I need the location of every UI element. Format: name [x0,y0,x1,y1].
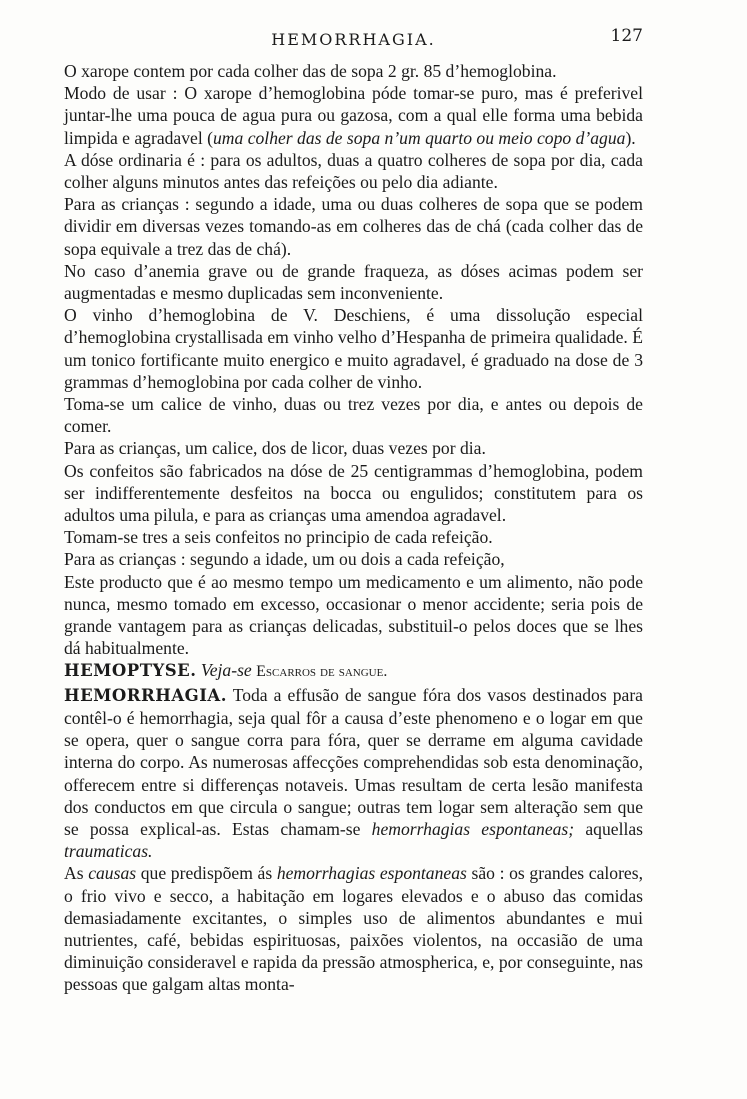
entry-hemorrhagia [64,684,643,863]
paragraph-italic: hemorrhagias espontaneas [276,863,467,884]
cross-reference: Escarros de sangue. [256,663,388,681]
paragraph-text: são : os grandes calores, o frio vivo e secco, a habitação em logares elevados e o abuso das comidas demasiadamente excitantes, o simples uso de alimentos abundantes e mui nutrientes, café, bebidas espirituosas, paixões violentos, na occasião de uma diminuição consideravel e rapida da pressão atmospherica, e, por conseguinte, nas pessoas que galgam altas monta- [64,863,643,995]
paragraph-text: que predispõem ás [136,863,277,884]
paragraph-text: As [64,863,89,884]
paragraph: Para as crianças : segundo a idade, um ou dois a cada refeição, [64,549,505,570]
paragraph [64,82,643,149]
paragraph: Os confeitos são fabricados na dóse de 25 centigrammas d’hemoglobina, podem ser indifferentemente desfeitos na bocca ou engulidos; constitutem para os adultos uma pilula, e para as crianças uma amendoa agradavel. [64,460,643,526]
paragraph: No caso d’anemia grave ou de grande fraqueza, as dóses acimas podem ser augmentadas e mesmo duplicadas sem inconveniente. [64,260,643,304]
paragraph-text: Modo de usar : O xarope d’hemoglobina póde tomar-se puro, mas é preferivel juntar-lhe uma pouca de agua pura ou gazosa, com a qual elle forma uma bebida limpida e agradavel ( [64,83,643,148]
entry-term: HEMORRHAGIA. [64,685,227,705]
paragraph-italic: uma colher das de sopa n’um quarto ou meio copo d’agua [213,127,626,148]
paragraph: Este producto que é ao mesmo tempo um medicamento e um alimento, não pode nunca, mesmo tomado em excesso, occasionar o menor accidente; seria pois de grande vantagem para as crianças delicadas, substituil-o pelos doces que se lhes dá habitualmente. [64,571,643,659]
paragraph-italic: hemorrhagias espontaneas; [371,818,575,839]
paragraph-text: Toda a effusão de sangue fóra dos vasos destinados para contêl-o é hemorrhagia, seja qual fôr a causa d’este phenomeno e o logar em que se opera, quer o sangue corra para fóra, quer se derrame em alguma cavidade interna do corpo. As numerosas affecções comprehendidas sob esta denominação, offerecem entre si differenças notaveis. Umas resultam de certa lesão manifesta dos conductos em que circula o sangue; outras tem logar sem alteração sem que se possa explical-as. Estas chamam-se [64,684,643,839]
paragraph: O vinho d’hemoglobina de V. Deschiens, é uma dissolução especial d’hemoglobina crystallisada em vinho velho d’Hespanha de primeira qualidade. É um tonico fortificante muito energico e muito agradavel, é graduado na dose de 3 grammas d’hemoglobina por cada colher de vinho. [64,305,643,392]
paragraph-text: ). [625,127,636,148]
paragraph: O xarope contem por cada colher das de sopa 2 gr. 85 d’hemoglobina. [64,61,557,81]
body-text [64,60,643,996]
paragraph-italic: causas [88,863,137,884]
running-title: HEMORRHAGIA. [271,30,436,49]
paragraph-text: aquellas [574,818,643,839]
paragraph: Tomam-se tres a seis confeitos no principio de cada refeição. [64,527,493,548]
paragraph: Para as crianças, um calice, dos de licor, duas vezes por dia. [64,438,486,459]
paragraph [64,862,643,995]
entry-term: HEMOPTYSE. [64,661,197,681]
page-number: 127 [610,26,643,46]
paragraph: A dóse ordinaria é : para os adultos, duas a quatro colheres de sopa por dia, cada colher alguns minutos antes das refeições ou pelo dia adiante. [64,149,643,193]
entry-hemoptyse [64,659,643,683]
paragraph: Toma-se um calice de vinho, duas ou trez vezes por dia, e antes ou depois de comer. [64,394,643,437]
paragraph-italic: traumaticas. [64,841,153,862]
see-reference: Veja-se [200,660,252,681]
running-head [64,26,643,60]
paragraph: Para as crianças : segundo a idade, uma ou duas colheres de sopa que se podem dividir em diversas vezes tomando-as em colheres das de chá (cada colher das de sopa equivale a trez das de chá). [64,194,643,259]
